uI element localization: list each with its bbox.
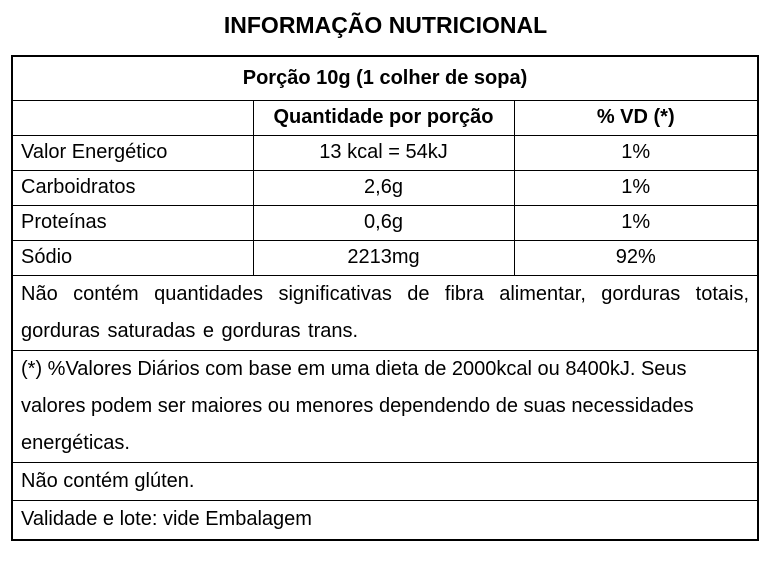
note-row-no-significant-amounts	[12, 275, 758, 350]
column-header-quantity: Quantidade por porção	[253, 100, 514, 135]
nutrient-vd: 1%	[514, 170, 758, 205]
nutrient-vd: 1%	[514, 135, 758, 170]
nutrient-label: Valor Energético	[12, 135, 253, 170]
note-row-validity	[12, 500, 758, 540]
table-row-protein	[12, 205, 758, 240]
column-header-vd: % VD (*)	[514, 100, 758, 135]
column-header-nutrient	[12, 100, 253, 135]
nutrient-quantity: 2,6g	[253, 170, 514, 205]
table-row-carbs	[12, 170, 758, 205]
nutrient-vd: 92%	[514, 240, 758, 275]
nutrition-label-page	[0, 12, 771, 576]
nutrient-quantity: 2213mg	[253, 240, 514, 275]
note-no-significant-amounts: Não contém quantidades significativas de fibra alimentar, gorduras totais, gorduras saturadas e gorduras trans.	[12, 275, 758, 350]
page-title: INFORMAÇÃO NUTRICIONAL	[223, 12, 548, 38]
nutrient-vd: 1%	[514, 205, 758, 240]
note-row-daily-values	[12, 350, 758, 462]
column-header-row	[12, 100, 758, 135]
note-daily-values: (*) %Valores Diários com base em uma dieta de 2000kcal ou 8400kJ. Seus valores podem ser maiores ou menores dependendo de suas necessidades energéticas.	[12, 350, 758, 462]
portion-header: Porção 10g (1 colher de sopa)	[12, 56, 758, 100]
nutrient-label: Carboidratos	[12, 170, 253, 205]
note-gluten: Não contém glúten.	[12, 462, 758, 500]
table-row-energy	[12, 135, 758, 170]
table-row-sodium	[12, 240, 758, 275]
nutrient-quantity: 0,6g	[253, 205, 514, 240]
nutrition-table	[11, 55, 759, 541]
nutrient-label: Sódio	[12, 240, 253, 275]
portion-row	[12, 56, 758, 100]
note-row-gluten	[12, 462, 758, 500]
nutrient-label: Proteínas	[12, 205, 253, 240]
nutrient-quantity: 13 kcal = 54kJ	[253, 135, 514, 170]
note-validity: Validade e lote: vide Embalagem	[12, 500, 758, 540]
